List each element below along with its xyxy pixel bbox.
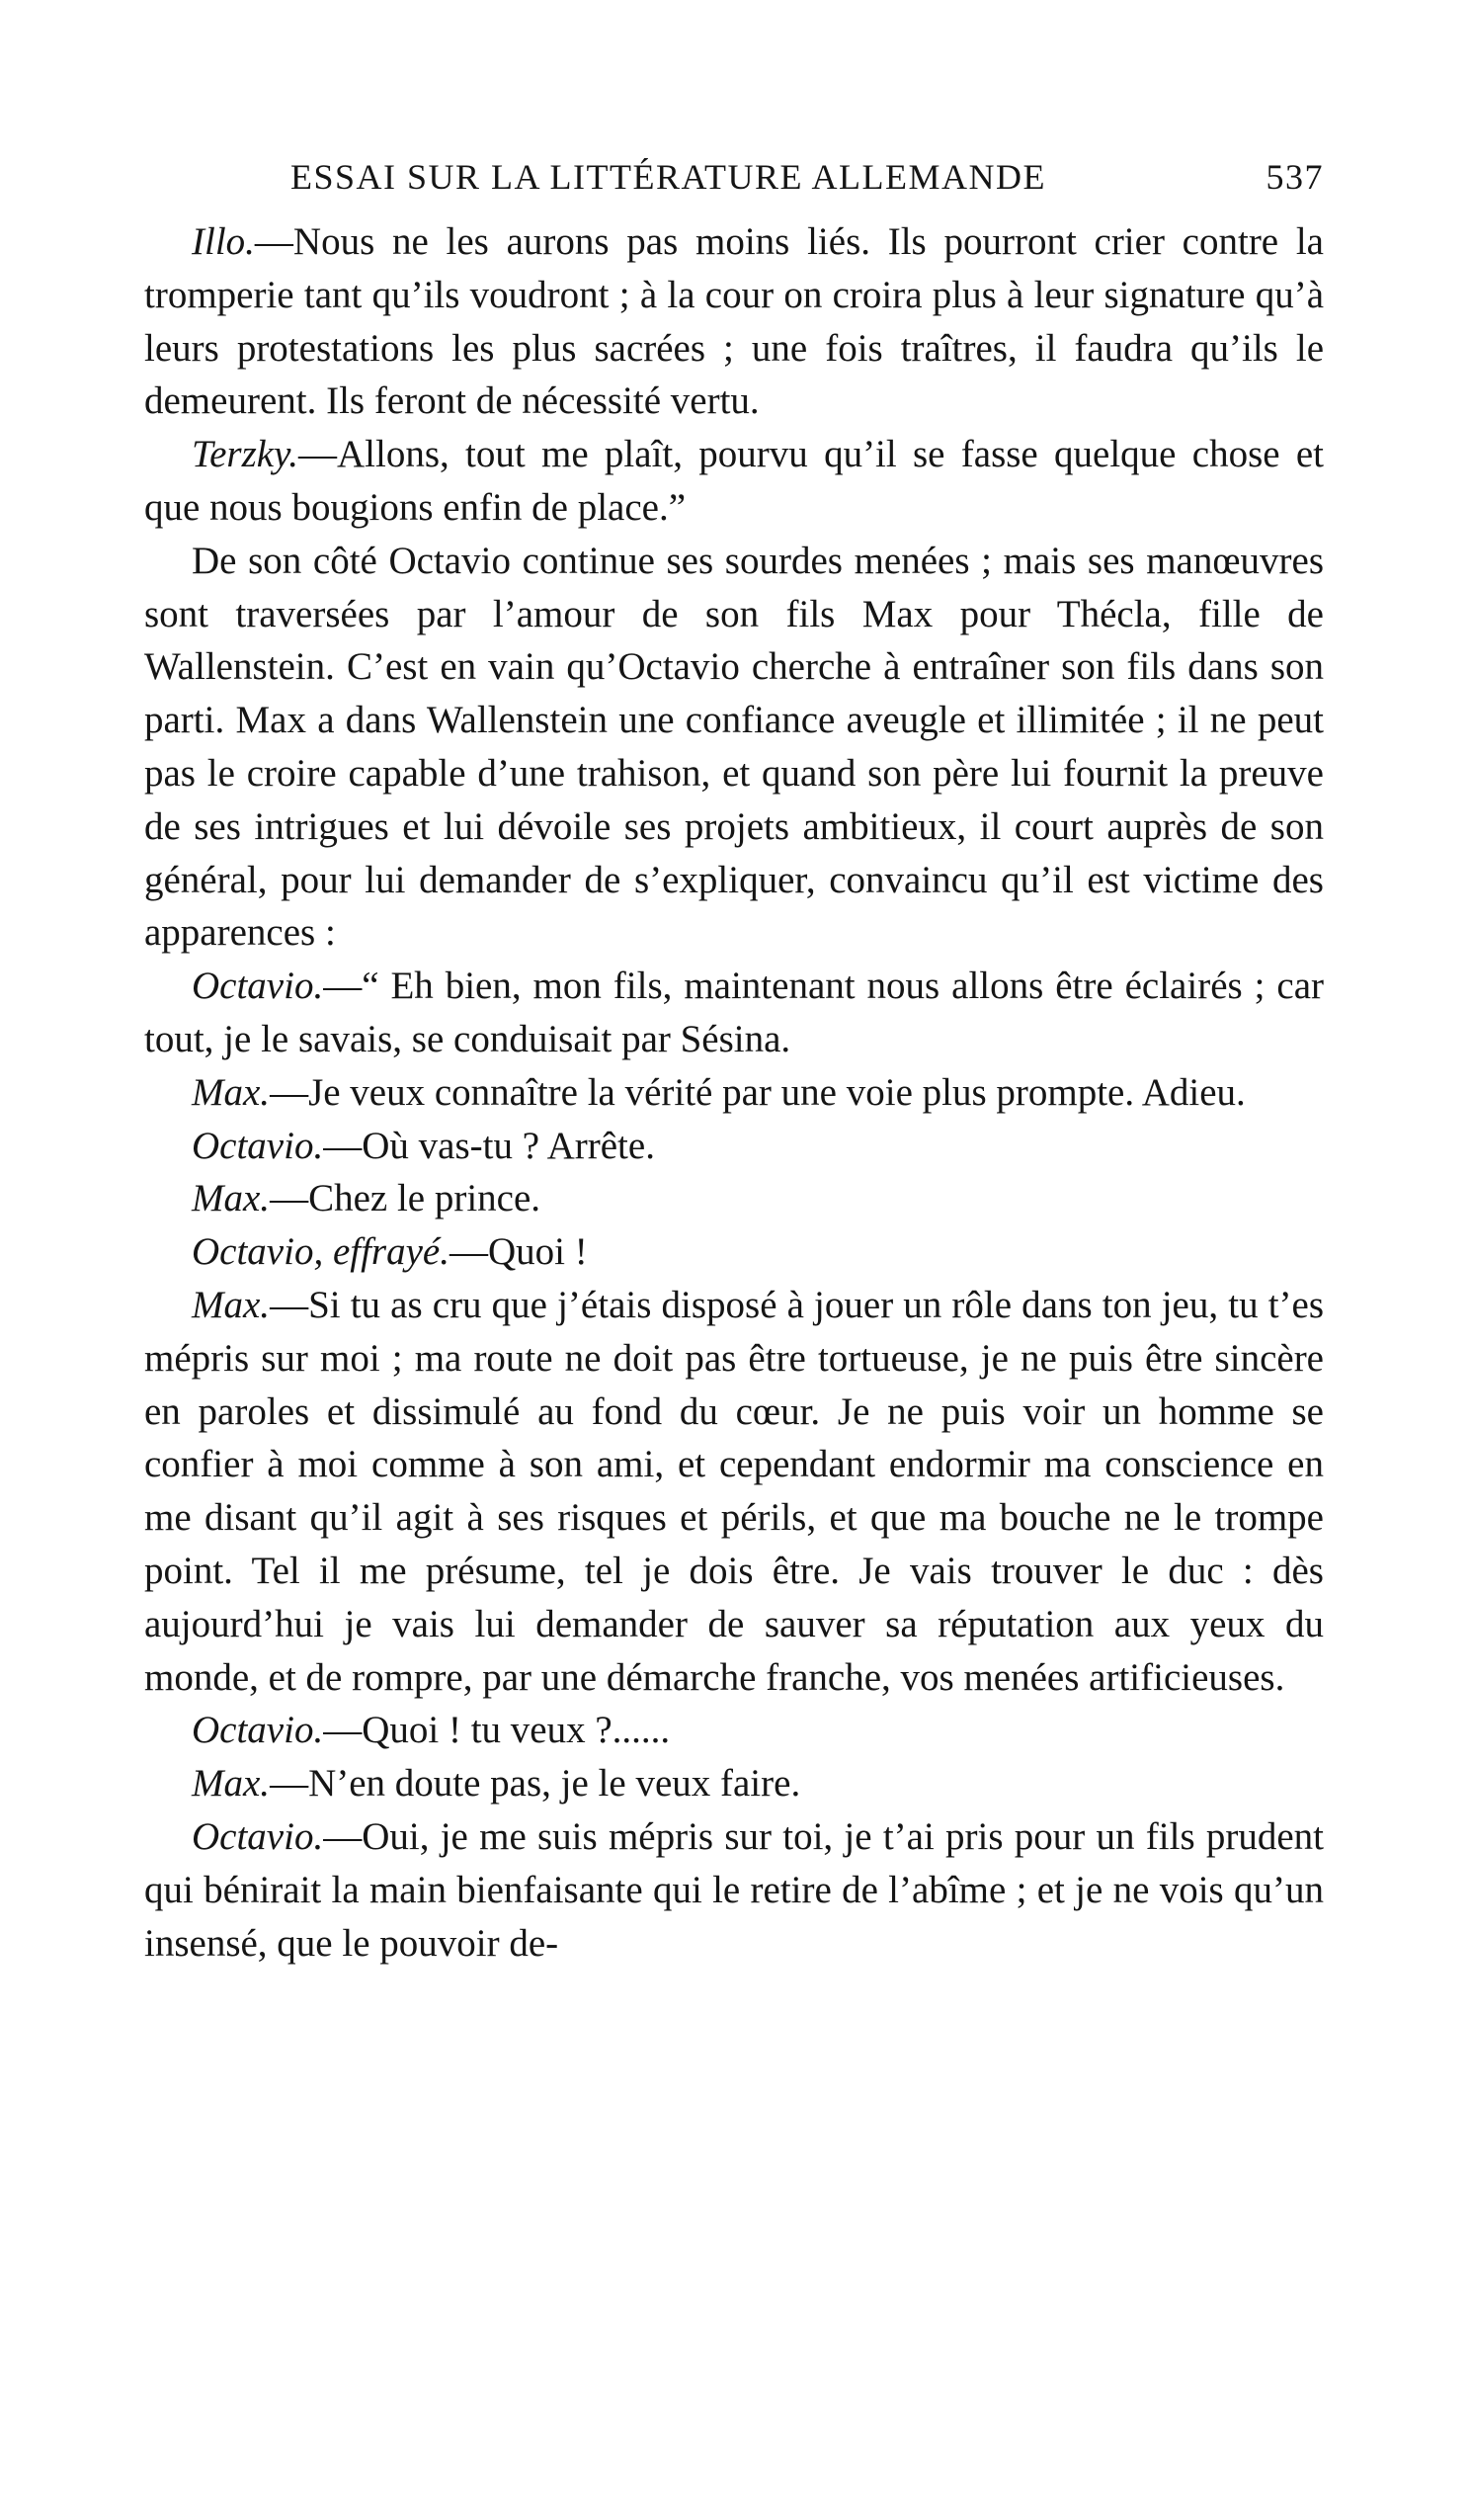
speaker-name: Octavio.	[192, 1709, 324, 1752]
body-text	[144, 215, 1324, 1970]
paragraph-text: —Quoi ! tu veux ?......	[323, 1709, 671, 1752]
running-title: ESSAI SUR LA LITTÉRATURE ALLEMANDE	[290, 157, 1046, 197]
speaker-name: Octavio.	[192, 1124, 324, 1167]
paragraph	[144, 428, 1324, 535]
paragraph	[144, 1810, 1324, 1970]
paragraph-text: De son côté Octavio continue ses sourdes menées ; mais ses manœuvres sont traversées par l’amour de son fils Max pour Thécla, fille de Wallenstein. C’est en vain qu’Octavio cherche à entraîner son fils dans son parti. Max a dans Wallenstein une confiance aveugle et illimitée ; il ne peut pas le croire capable d’une trahison, et quand son père lui fournit la preuve de ses intrigues et lui dévoile ses projets ambitieux, il court auprès de son général, pour lui demander de s’expliquer, convaincu qu’il est victime des apparences :	[144, 539, 1324, 955]
paragraph-text: —Où vas-tu ? Arrête.	[323, 1124, 655, 1167]
speaker-name: Max.	[192, 1070, 271, 1114]
paragraph-text: —“ Eh bien, mon fils, maintenant nous allons être éclairés ; car tout, je le savais, se conduisait par Sésina.	[144, 965, 1324, 1060]
paragraph-text: —Quoi !	[449, 1230, 588, 1274]
paragraph-text: —Je veux connaître la vérité par une voie plus prompte. Adieu.	[270, 1070, 1246, 1114]
paragraph	[144, 1172, 1324, 1225]
page-header	[144, 156, 1324, 215]
paragraph	[144, 215, 1324, 428]
paragraph	[144, 960, 1324, 1066]
page-number: 537	[1266, 157, 1324, 197]
speaker-name: Max.	[192, 1762, 271, 1806]
paragraph-text: —N’en doute pas, je le veux faire.	[270, 1762, 801, 1806]
paragraph	[144, 1279, 1324, 1704]
speaker-name: Octavio, effrayé.	[192, 1230, 449, 1274]
speaker-name: Terzky.	[192, 433, 298, 476]
paragraph	[144, 1757, 1324, 1810]
paragraph-text: —Si tu as cru que j’étais disposé à jouer un rôle dans ton jeu, tu t’es mépris sur moi ; ma route ne doit pas être tortueuse, je ne puis être sincère en paroles et dissimulé au fond du cœur. Je ne puis voir un homme se confier à moi comme à son ami, et cependant endormir ma conscience en me disant qu’il agit à ses risques et périls, et que ma bouche ne le trompe point. Tel il me présume, tel je dois être. Je vais trouver le duc : dès aujourd’hui je vais lui demander de sauver sa réputation aux yeux du monde, et de rompre, par une démarche franche, vos menées artificieuses.	[144, 1283, 1324, 1699]
paragraph-text: —Chez le prince.	[270, 1177, 541, 1220]
speaker-name: Max.	[192, 1177, 271, 1220]
paragraph-text: —Oui, je me suis mépris sur toi, je t’ai pris pour un fils prudent qui bénirait la main bienfaisante qui le retire de l’abîme ; et je ne vois qu’un insensé, que le pouvoir de-	[144, 1814, 1324, 1965]
paragraph	[144, 1066, 1324, 1120]
speaker-name: Octavio.	[192, 1814, 324, 1858]
speaker-name: Octavio.	[192, 965, 324, 1008]
paragraph	[144, 1704, 1324, 1757]
book-page	[144, 156, 1324, 1970]
speaker-name: Illo.	[192, 220, 255, 263]
paragraph-text: —Nous ne les aurons pas moins liés. Ils pourront crier contre la tromperie tant qu’ils voudront ; à la cour on croira plus à leur signature qu’à leurs protestations les plus sacrées ; une fois traîtres, il faudra qu’ils le demeurent. Ils feront de nécessité vertu.	[144, 220, 1324, 423]
paragraph	[144, 1120, 1324, 1173]
paragraph	[144, 1225, 1324, 1279]
paragraph	[144, 535, 1324, 960]
paragraph-text: —Allons, tout me plaît, pourvu qu’il se fasse quelque chose et que nous bougions enfin de place.”	[144, 433, 1324, 529]
speaker-name: Max.	[192, 1283, 271, 1326]
